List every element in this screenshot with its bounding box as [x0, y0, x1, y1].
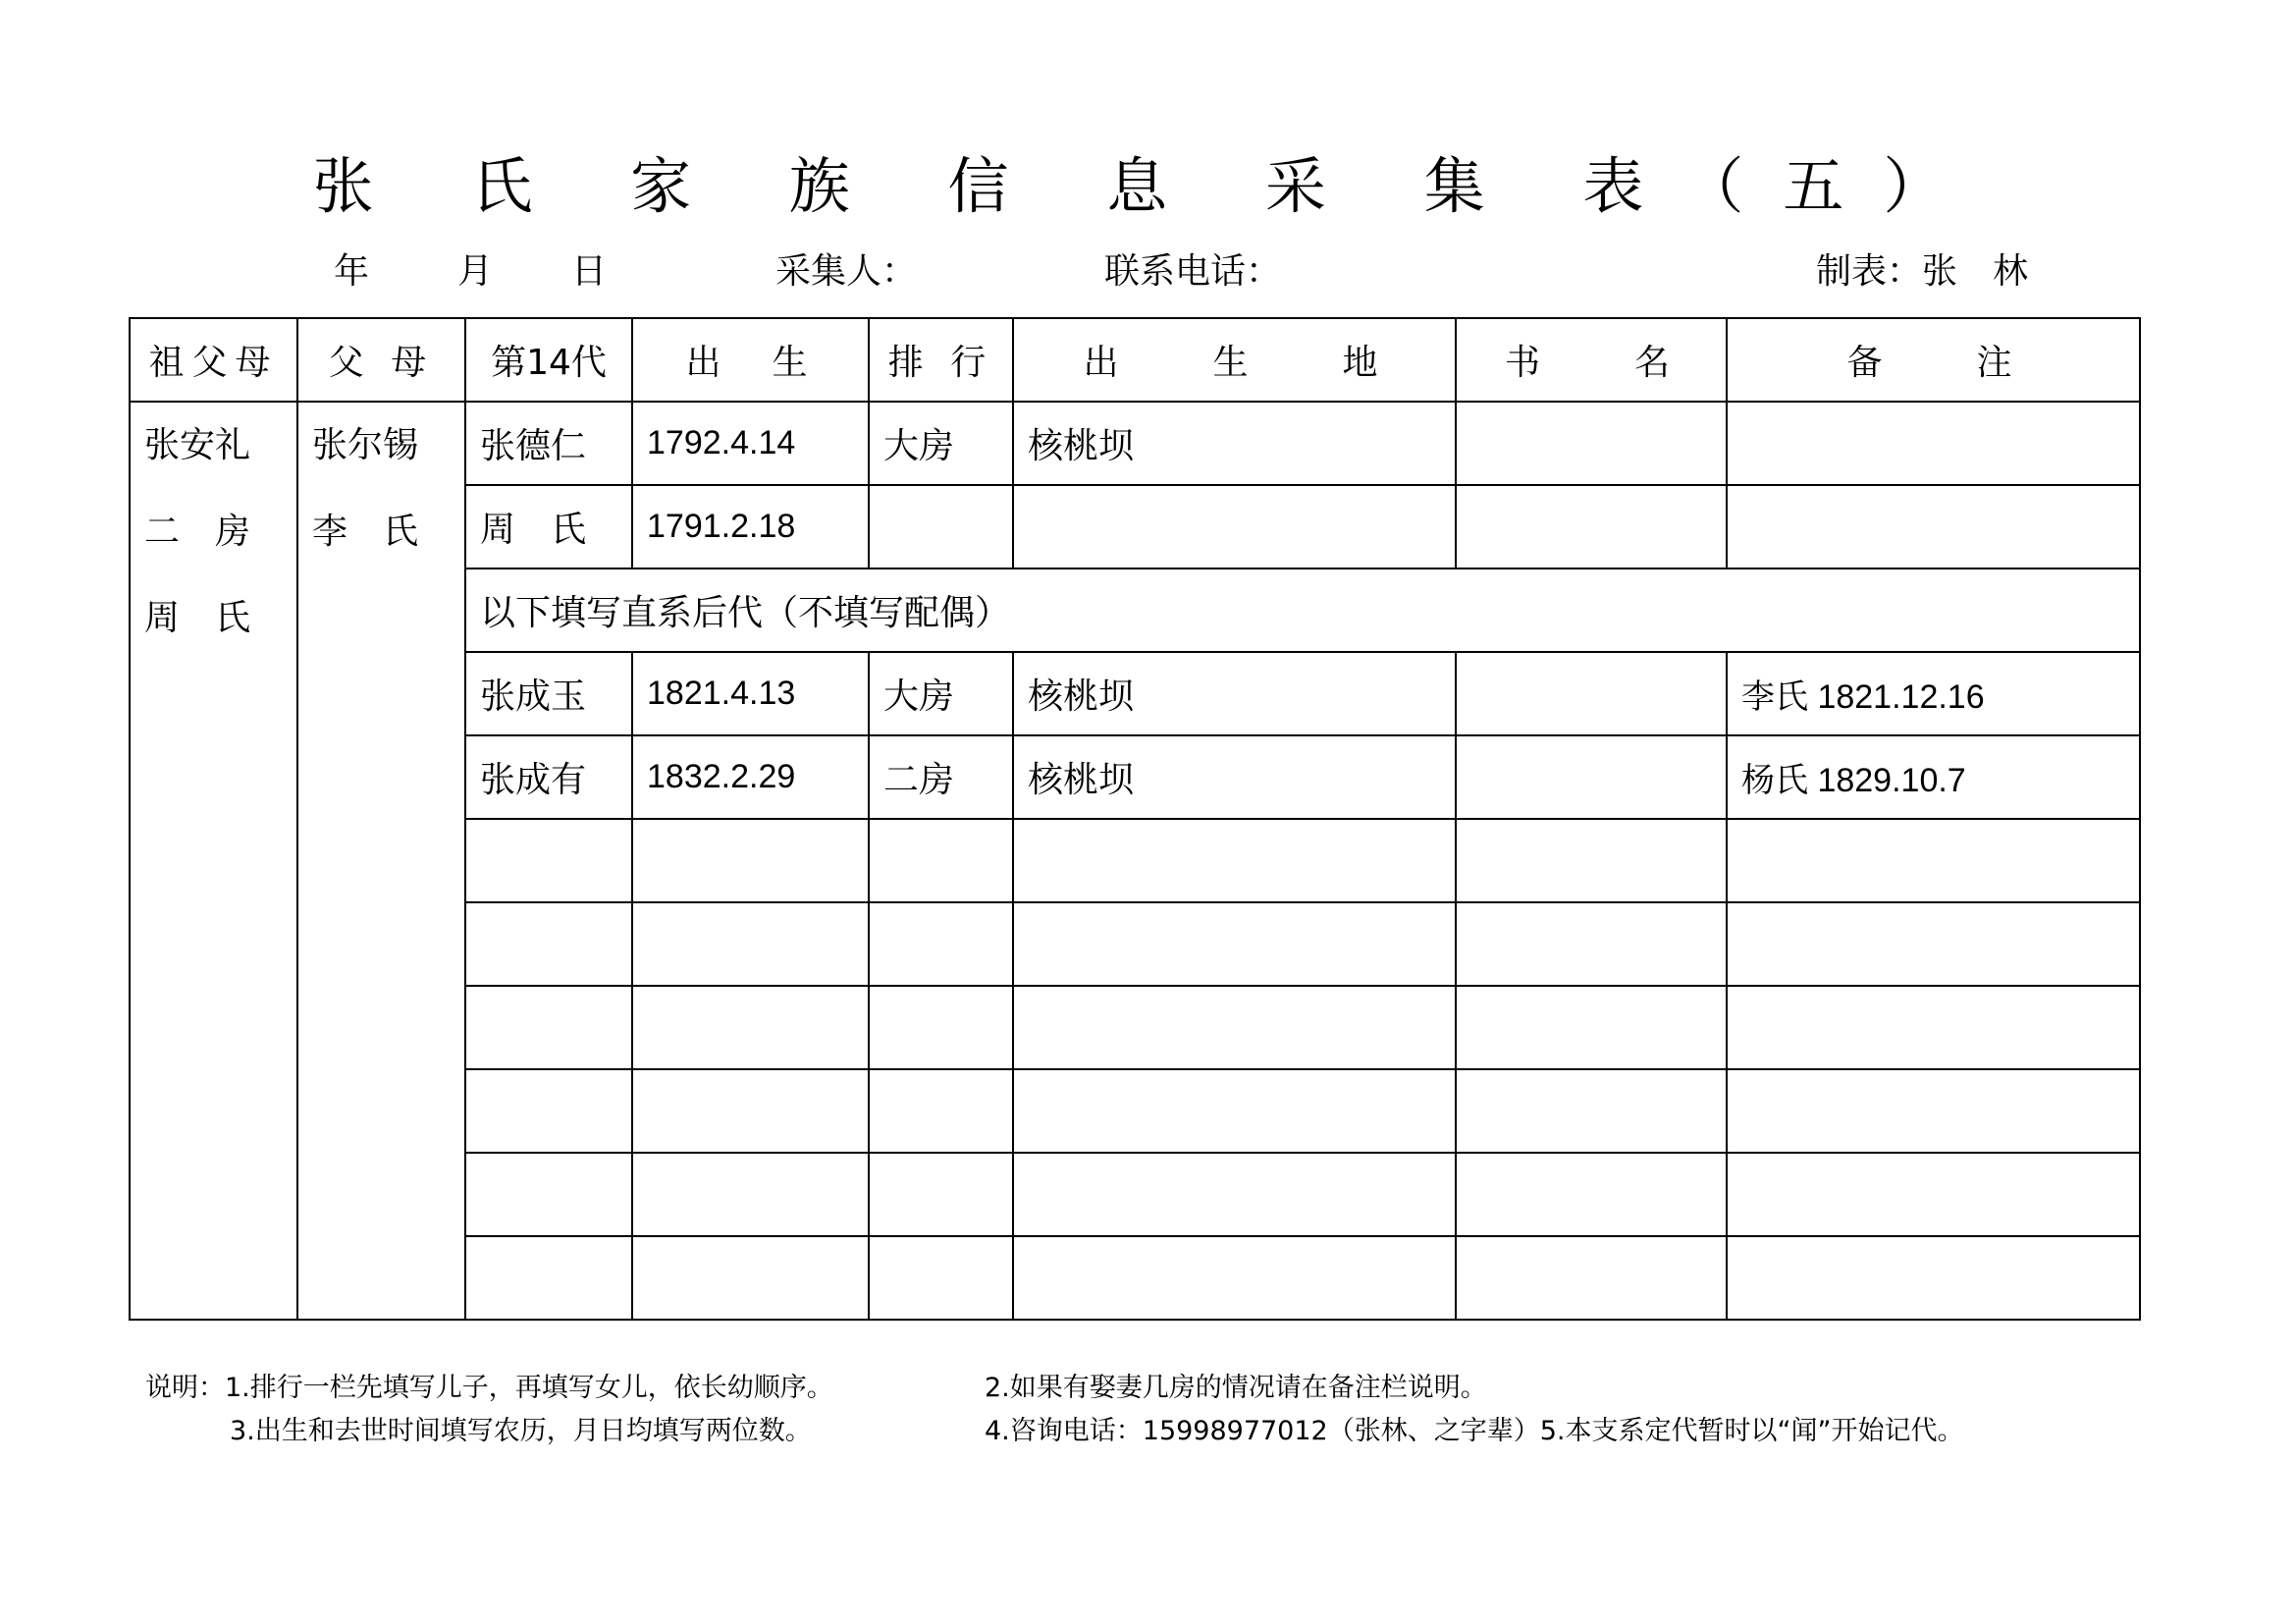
remark-cell[interactable]: [1727, 1153, 2140, 1236]
note-lunar-calendar: 3.出生和去世时间填写农历，月日均填写两位数。: [230, 1416, 812, 1446]
rank-cell[interactable]: [869, 1069, 1013, 1153]
birthplace-cell[interactable]: [1013, 986, 1456, 1069]
book-name-cell[interactable]: [1456, 402, 1727, 485]
name-cell[interactable]: 周 氏: [465, 485, 632, 568]
birth-cell[interactable]: [632, 902, 869, 986]
header-parents: 父 母: [297, 318, 465, 402]
remark-cell[interactable]: [1727, 485, 2140, 568]
form-title: 张 氏 家 族 信 息 采 集 表（五）: [312, 150, 1984, 222]
family-info-table: [129, 317, 2141, 1321]
birth-cell[interactable]: 1821.4.13: [632, 652, 869, 735]
note-multiple-wives: 2.如果有娶妻几房的情况请在备注栏说明。: [985, 1373, 1487, 1403]
mother-name: 李 氏: [312, 512, 419, 552]
table-row: [130, 402, 2140, 485]
birth-cell[interactable]: [632, 1236, 869, 1320]
name-cell[interactable]: [465, 1236, 632, 1320]
name-cell[interactable]: [465, 902, 632, 986]
name-cell[interactable]: [465, 819, 632, 902]
rank-cell[interactable]: [869, 1153, 1013, 1236]
rank-cell[interactable]: [869, 902, 1013, 986]
header-remark: 备 注: [1727, 318, 2140, 402]
book-name-cell[interactable]: [1456, 652, 1727, 735]
birthplace-cell[interactable]: [1013, 819, 1456, 902]
birth-cell[interactable]: 1792.4.14: [632, 402, 869, 485]
grandparents-cell[interactable]: [130, 402, 297, 1320]
remark-cell[interactable]: [1727, 902, 2140, 986]
birth-cell[interactable]: 1832.2.29: [632, 735, 869, 819]
father-name: 张尔锡: [312, 425, 419, 465]
remark-cell[interactable]: [1727, 402, 2140, 485]
birthplace-cell[interactable]: [1013, 485, 1456, 568]
birthplace-cell[interactable]: 核桃坝: [1013, 735, 1456, 819]
rank-cell[interactable]: [869, 485, 1013, 568]
phone-label: 联系电话：: [1104, 251, 1282, 292]
rank-cell[interactable]: 二房: [869, 735, 1013, 819]
note-contact-phone: 4.咨询电话：15998977012（张林、之字辈）5.本支系定代暂时以“闻”开始记代。: [985, 1416, 1964, 1446]
remark-cell[interactable]: [1727, 986, 2140, 1069]
birthplace-cell[interactable]: [1013, 1069, 1456, 1153]
remark-cell[interactable]: [1727, 1069, 2140, 1153]
header-generation: 第14代: [465, 318, 632, 402]
book-name-cell[interactable]: [1456, 986, 1727, 1069]
birth-cell[interactable]: [632, 1069, 869, 1153]
note-rank-order: 说明：1.排行一栏先填写儿子，再填写女儿，依长幼顺序。: [145, 1373, 833, 1403]
header-rank: 排 行: [869, 318, 1013, 402]
rank-cell[interactable]: [869, 986, 1013, 1069]
book-name-cell[interactable]: [1456, 1236, 1727, 1320]
birth-cell[interactable]: [632, 986, 869, 1069]
book-name-cell[interactable]: [1456, 1153, 1727, 1236]
birthplace-cell[interactable]: 核桃坝: [1013, 652, 1456, 735]
birthplace-cell[interactable]: [1013, 1236, 1456, 1320]
name-cell[interactable]: [465, 1153, 632, 1236]
book-name-cell[interactable]: [1456, 819, 1727, 902]
month-label: 月: [457, 251, 494, 292]
book-name-cell[interactable]: [1456, 485, 1727, 568]
rank-cell[interactable]: [869, 1236, 1013, 1320]
header-birth: 出 生: [632, 318, 869, 402]
date-field[interactable]: [334, 247, 607, 297]
birthplace-cell[interactable]: [1013, 902, 1456, 986]
parents-cell[interactable]: [297, 402, 465, 1320]
instruction-text: 以下填写直系后代（不填写配偶）: [465, 568, 2140, 652]
birthplace-cell[interactable]: 核桃坝: [1013, 402, 1456, 485]
remark-cell[interactable]: 杨氏 1829.10.7: [1727, 735, 2140, 819]
name-cell[interactable]: 张成有: [465, 735, 632, 819]
maker-label: 制表：张 林: [1816, 251, 2029, 292]
header-grandparents: 祖父母: [130, 318, 297, 402]
birth-cell[interactable]: [632, 1153, 869, 1236]
rank-cell[interactable]: 大房: [869, 652, 1013, 735]
name-cell[interactable]: [465, 1069, 632, 1153]
remark-cell[interactable]: 李氏 1821.12.16: [1727, 652, 2140, 735]
header-book-name: 书 名: [1456, 318, 1727, 402]
grandfather-branch: 二 房: [144, 512, 251, 552]
remark-cell[interactable]: [1727, 1236, 2140, 1320]
book-name-cell[interactable]: [1456, 735, 1727, 819]
header-birthplace: 出 生 地: [1013, 318, 1456, 402]
remark-cell[interactable]: [1727, 819, 2140, 902]
name-cell[interactable]: 张德仁: [465, 402, 632, 485]
book-name-cell[interactable]: [1456, 1069, 1727, 1153]
day-label: 日: [571, 251, 608, 292]
book-name-cell[interactable]: [1456, 902, 1727, 986]
name-cell[interactable]: 张成玉: [465, 652, 632, 735]
rank-cell[interactable]: [869, 819, 1013, 902]
birth-cell[interactable]: [632, 819, 869, 902]
birth-cell[interactable]: 1791.2.18: [632, 485, 869, 568]
grandfather-name: 张安礼: [144, 425, 251, 465]
year-label: 年: [334, 251, 370, 292]
birthplace-cell[interactable]: [1013, 1153, 1456, 1236]
collector-label: 采集人：: [775, 251, 918, 292]
header-row: [130, 318, 2140, 402]
name-cell[interactable]: [465, 986, 632, 1069]
grandmother-name: 周 氏: [144, 598, 251, 638]
rank-cell[interactable]: 大房: [869, 402, 1013, 485]
